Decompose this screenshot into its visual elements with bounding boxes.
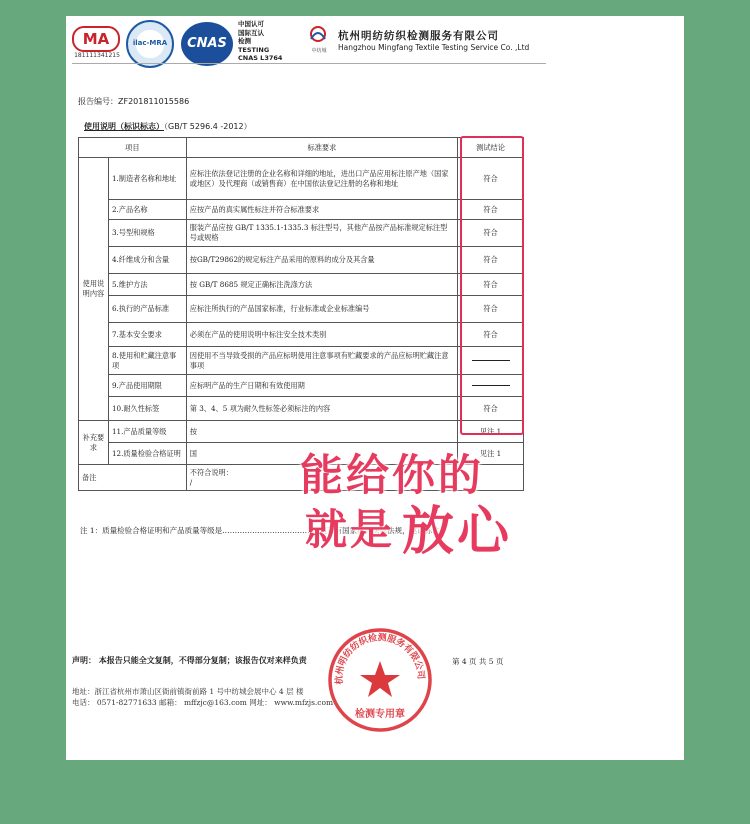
row-item: 11.产品质量等级 — [108, 421, 186, 443]
row-requirement: 第 3、4、5 项为耐久性标签必须标注的内容 — [186, 397, 457, 421]
row-item: 7.基本安全要求 — [108, 323, 186, 347]
table-footnote: 注 1：质量检验合格证明和产品质量等级是…………………………………但若有国家相关法律法规，建议标注。 — [80, 526, 448, 535]
page-number: 第 4 页 共 5 页 — [452, 657, 504, 666]
row-result: 见注 1 — [458, 421, 524, 443]
row-item: 2.产品名称 — [108, 200, 186, 220]
row-requirement: 按GB/T29862的规定标注产品采用的原料的成分及其含量 — [186, 247, 457, 274]
row-result: 符合 — [458, 397, 524, 421]
row-item: 8.使用和贮藏注意事项 — [108, 347, 186, 375]
row-requirement: 因使用不当导致受损的产品应标明使用注意事项有贮藏要求的产品应标明贮藏注意事项 — [186, 347, 457, 375]
row-result: 符合 — [458, 200, 524, 220]
official-seal-icon — [325, 625, 435, 735]
row-requirement: 应标明产品的生产日期和有效使用期 — [186, 375, 457, 397]
company-name-en: Hangzhou Mingfang Textile Testing Service Co. ,Ltd — [338, 43, 530, 52]
footer-declaration: 声明： 本报告只能全文复制，不得部分复制；该报告仅对来样负责 — [72, 656, 307, 665]
row-result: 见注 1 — [458, 443, 524, 465]
footer-address — [72, 686, 333, 708]
header-result: 测试结论 — [458, 138, 524, 158]
seal-arc-text: 杭州明纺纺织检测服务有限公司 — [334, 633, 426, 685]
header-divider — [72, 63, 546, 64]
row-item: 6.执行的产品标准 — [108, 296, 186, 323]
row-item: 3.号型和规格 — [108, 220, 186, 247]
table-title — [84, 121, 252, 132]
row-requirement: 必须在产品的使用说明中标注安全技术类别 — [186, 323, 457, 347]
seal-bottom-text: 检测专用章 — [355, 709, 405, 720]
promo-text-line1: 能给你的 — [300, 451, 484, 501]
result-highlight-box — [460, 136, 524, 435]
header-item: 项目 — [79, 138, 187, 158]
row-requirement: 按 GB/T 8685 规定正确标注洗涤方法 — [186, 274, 457, 296]
ilac-mra-logo — [126, 20, 174, 68]
company-name-cn: 杭州明纺纺织检测服务有限公司 — [338, 30, 499, 42]
row-item: 9.产品使用期限 — [108, 375, 186, 397]
promo-text-line2a: 就是 — [305, 505, 396, 554]
remarks-text: 不符合说明： — [189, 467, 233, 477]
row-requirement: 应标注所执行的产品国家标准，行业标准或企业标准编号 — [186, 296, 457, 323]
row-result: 符合 — [458, 323, 524, 347]
remarks-slash: / — [189, 477, 193, 487]
contact-line: 电话： 0571-82771633 邮箱： mffzjc@163.com 网址： www.mfzjs.com — [72, 698, 334, 707]
cnas-text — [238, 20, 282, 63]
cnas-line: 检测 — [238, 37, 251, 45]
row-item: 12.质量检验合格证明 — [108, 443, 186, 465]
row-item: 1.制造者名称和地址 — [108, 158, 186, 200]
group-label-supplement: 补充要求 — [79, 421, 109, 465]
inspection-table — [78, 137, 524, 491]
report-number: 报告编号：ZF201811015586 — [78, 97, 190, 106]
row-requirement: 国 — [186, 443, 457, 465]
promo-text-line2b: 放心 — [402, 502, 513, 562]
ilac-text: ilac-MRA — [132, 39, 168, 47]
mingfang-logo-icon — [306, 25, 330, 45]
row-requirement: 服装产品应按 GB/T 1335.1-1335.3 标注型号，其他产品按产品标准规定标注型号或规格 — [186, 220, 457, 247]
remarks-label: 备注 — [79, 465, 187, 491]
row-result: 符合 — [458, 220, 524, 247]
header-requirement: 标准要求 — [186, 138, 457, 158]
row-requirement: 应按产品的真实属性标注并符合标准要求 — [186, 200, 457, 220]
table-title-bold: 使用说明（标识标志） — [84, 122, 164, 131]
row-requirement: 应标注依法登记注册的企业名称和详细的地址，进出口产品应用标注原产地（国家或地区）及代理商（或销售商）在中国依法登记注册的名称和地址 — [186, 158, 457, 200]
cnas-logo: CNAS — [181, 22, 233, 66]
ma-logo: MA — [72, 26, 120, 52]
table-title-standard: （GB/T 5296.4 -2012） — [164, 122, 252, 131]
row-item: 5.维护方法 — [108, 274, 186, 296]
group-label-instructions: 使用说明内容 — [79, 158, 109, 421]
row-item: 10.耐久性标签 — [108, 397, 186, 421]
row-result: 符合 — [458, 158, 524, 200]
row-result: 符合 — [458, 247, 524, 274]
ma-number: 181111341215 — [74, 52, 120, 59]
cnas-line: CNAS L3764 — [238, 54, 283, 62]
address-line: 地址：浙江省杭州市萧山区衙前镇衙前路 1 号中纺城会展中心 4 层 楼 — [72, 687, 304, 696]
row-result: 符合 — [458, 296, 524, 323]
cnas-line: 中国认可 — [238, 20, 264, 28]
cnas-line: TESTING — [238, 45, 270, 54]
cnas-line: 国际互认 — [238, 28, 264, 37]
row-item: 4.纤维成分和含量 — [108, 247, 186, 274]
row-requirement: 按 — [186, 421, 457, 443]
row-result: 符合 — [458, 274, 524, 296]
mingfang-logo-sub: 中纺城 — [311, 48, 327, 54]
